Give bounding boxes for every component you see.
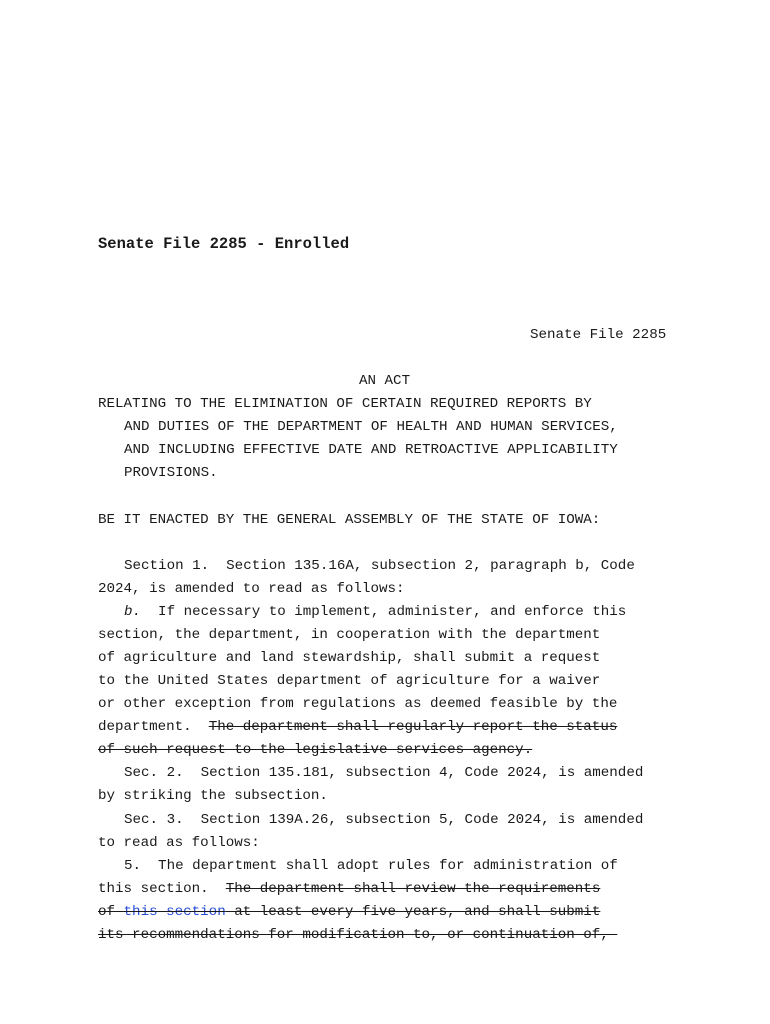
struck-text: its recommendations for modification to, or continuation of, [98,927,618,943]
struck-text: The department shall regularly report the status [208,719,618,735]
paragraph-text: If necessary to implement, administer, and enforce this [141,604,627,620]
section-1-text: to the United States department of agriculture for a waiver [98,673,601,689]
section-1-text: section, the department, in cooperation with the department [98,627,601,643]
section-3-text [98,904,600,920]
plain-text: department. [98,719,209,735]
act-title-line: PROVISIONS. [124,465,218,481]
act-title-line: RELATING TO THE ELIMINATION OF CERTAIN REQUIRED REPORTS BY [98,396,592,412]
section-3-subsection: 5. The department shall adopt rules for administration of [124,858,618,874]
section-3-text [98,881,600,897]
struck-text: The department shall review the requirements [225,881,601,897]
section-1-text: or other exception from regulations as deemed feasible by the [98,696,618,712]
struck-text: of [98,904,124,920]
section-1-text: of agriculture and land stewardship, shall submit a request [98,650,601,666]
section-1-text: 2024, is amended to read as follows: [98,581,405,597]
section-3-heading: Sec. 3. Section 139A.26, subsection 5, Code 2024, is amended [124,812,644,828]
act-heading: AN ACT [359,373,411,389]
bill-label: Senate File 2285 [530,327,667,343]
section-2-text: by striking the subsection. [98,788,328,804]
section-1-text [98,719,617,735]
section-2-heading: Sec. 2. Section 135.181, subsection 4, Code 2024, is amended [124,765,644,781]
struck-text: at least every five years, and shall submit [225,904,601,920]
act-title-line: AND DUTIES OF THE DEPARTMENT OF HEALTH AND HUMAN SERVICES, [124,419,618,435]
plain-text: this section. [98,881,226,897]
document-title: Senate File 2285 - Enrolled [98,235,350,253]
enacting-clause: BE IT ENACTED BY THE GENERAL ASSEMBLY OF THE STATE OF IOWA: [98,512,601,528]
section-3-text: to read as follows: [98,835,260,851]
act-title-line: AND INCLUDING EFFECTIVE DATE AND RETROACTIVE APPLICABILITY [124,442,618,458]
section-link[interactable]: this section [123,904,226,920]
section-1-heading: Section 1. Section 135.16A, subsection 2, paragraph b, Code [124,558,635,574]
struck-text: of such request to the legislative services agency. [98,742,533,758]
section-1-paragraph [124,604,626,620]
paragraph-letter: b. [124,604,142,620]
